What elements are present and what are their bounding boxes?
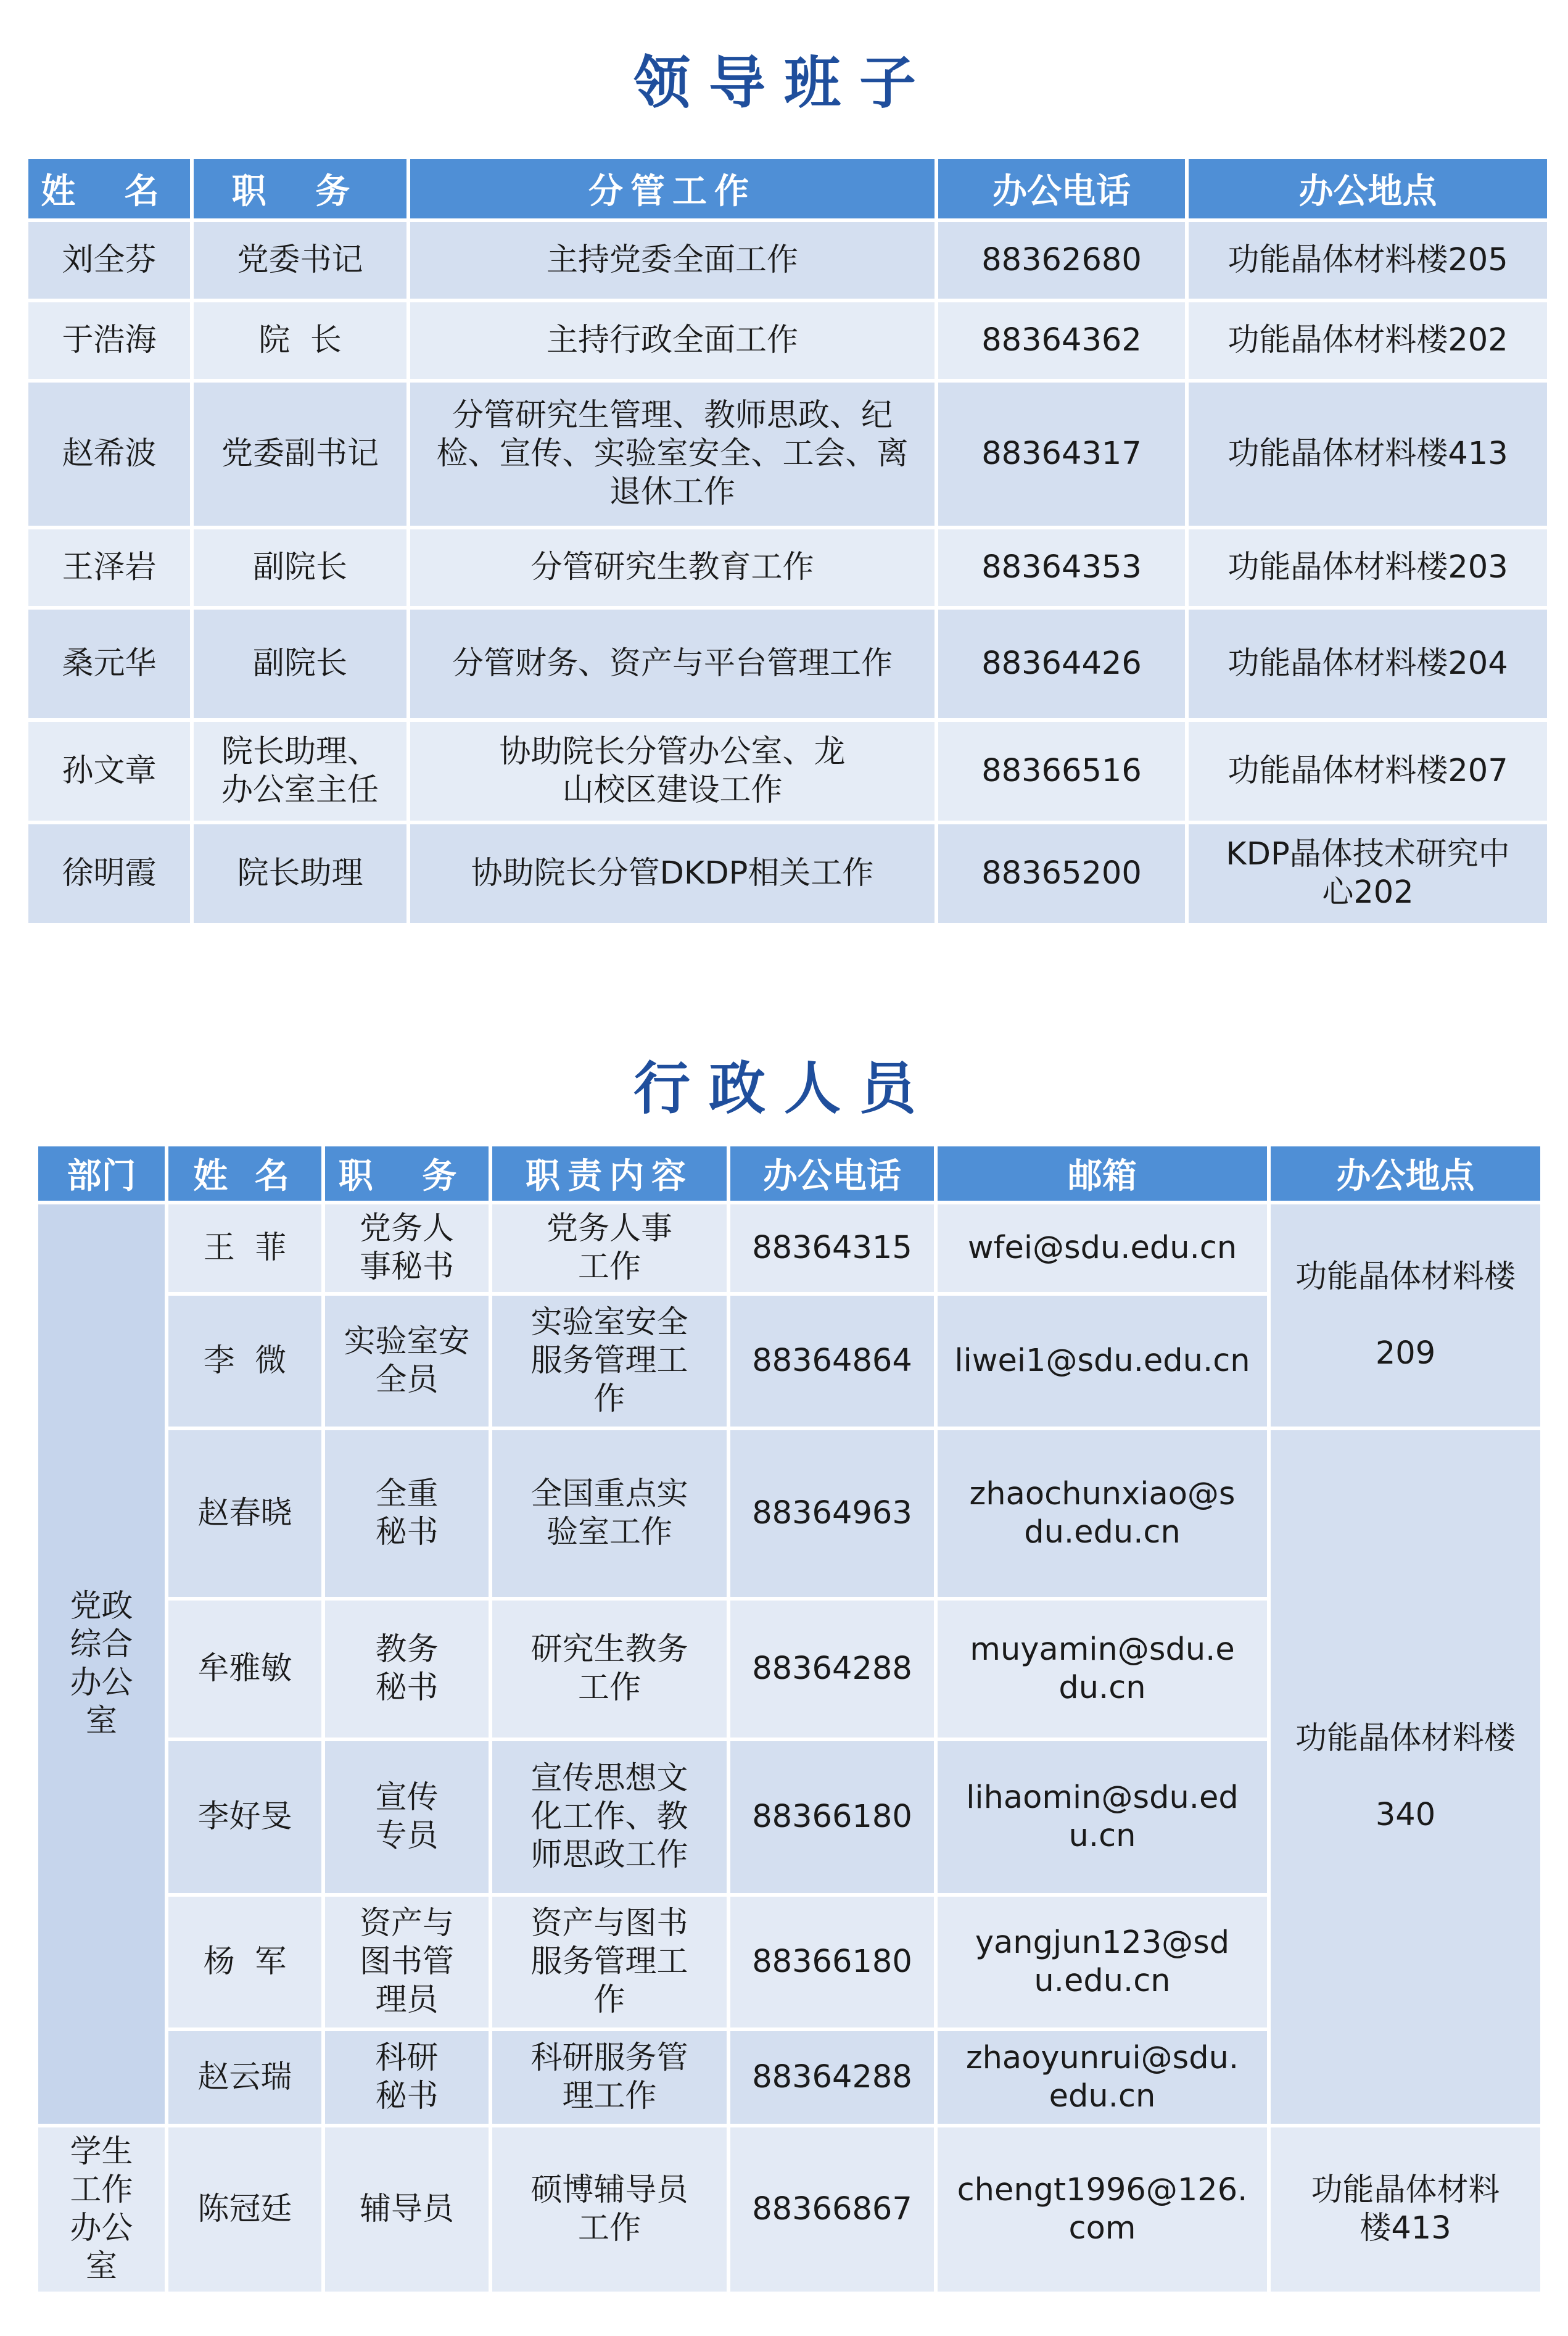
leader-duty: 分管财务、资产与平台管理工作 bbox=[410, 610, 935, 718]
staff-email: lihaomin@sdu.edu.cn bbox=[938, 1741, 1267, 1893]
staff-duty: 研究生教务工作 bbox=[492, 1601, 727, 1738]
staff-phone: 88366180 bbox=[730, 1741, 934, 1893]
staff-phone: 88364315 bbox=[730, 1204, 934, 1292]
leader-duty: 主持党委全面工作 bbox=[410, 222, 935, 299]
table-row bbox=[38, 2127, 1540, 2292]
staff-name: 赵云瑞 bbox=[168, 2031, 321, 2124]
staff-phone: 88364288 bbox=[730, 2031, 934, 2124]
header-duty: 分管工作 bbox=[410, 159, 935, 218]
leader-phone: 88364353 bbox=[938, 529, 1185, 606]
office-cell-b bbox=[1271, 1430, 1540, 2124]
staff-email: wfei@sdu.edu.cn bbox=[938, 1204, 1267, 1292]
leader-office: 功能晶体材料楼204 bbox=[1189, 610, 1547, 718]
staff-role: 科研秘书 bbox=[325, 2031, 489, 2124]
table-row bbox=[28, 824, 1547, 923]
staff-title: 行政人员 bbox=[633, 1056, 935, 1122]
leader-phone: 88364426 bbox=[938, 610, 1185, 718]
leader-office: 功能晶体材料楼205 bbox=[1189, 222, 1547, 299]
staff-duty: 硕博辅导员工作 bbox=[492, 2127, 727, 2292]
leaders-title: 领导班子 bbox=[633, 50, 935, 116]
staff-email: liwei1@sdu.edu.cn bbox=[938, 1296, 1267, 1427]
staff-role: 党务人事秘书 bbox=[325, 1204, 489, 1292]
leader-name: 于浩海 bbox=[28, 302, 190, 379]
leader-name: 王泽岩 bbox=[28, 529, 190, 606]
dept-label: 学生工作办公室 bbox=[70, 2134, 133, 2285]
staff-duty: 资产与图书服务管理工作 bbox=[492, 1897, 727, 2027]
header-role: 职 务 bbox=[194, 159, 406, 218]
leader-duty: 协助院长分管办公室、龙山校区建设工作 bbox=[410, 722, 935, 821]
header-dept: 部门 bbox=[38, 1146, 165, 1201]
leader-duty: 分管研究生教育工作 bbox=[410, 529, 935, 606]
leader-phone: 88364362 bbox=[938, 302, 1185, 379]
leader-role: 院长助理 bbox=[194, 824, 406, 923]
staff-name: 陈冠廷 bbox=[168, 2127, 321, 2292]
header-phone: 办公电话 bbox=[730, 1146, 934, 1201]
leader-role: 副院长 bbox=[194, 610, 406, 718]
office-label: 功能晶体材料楼 bbox=[1295, 1720, 1516, 1757]
staff-name: 李好旻 bbox=[168, 1741, 321, 1893]
header-duty: 职责内容 bbox=[492, 1146, 727, 1201]
header-office: 办公地点 bbox=[1271, 1146, 1540, 1201]
leader-phone: 88364317 bbox=[938, 383, 1185, 526]
staff-duty: 宣传思想文化工作、教师思政工作 bbox=[492, 1741, 727, 1893]
staff-role: 辅导员 bbox=[325, 2127, 489, 2292]
staff-name: 牟雅敏 bbox=[168, 1601, 321, 1738]
leader-office: 功能晶体材料楼413 bbox=[1189, 383, 1547, 526]
header-email: 邮箱 bbox=[938, 1146, 1267, 1201]
staff-name: 李 微 bbox=[168, 1296, 321, 1427]
leader-office: KDP晶体技术研究中心202 bbox=[1189, 824, 1547, 923]
leader-role: 院长助理、办公室主任 bbox=[194, 722, 406, 821]
leader-name: 赵希波 bbox=[28, 383, 190, 526]
office-room: 340 bbox=[1375, 1797, 1436, 1833]
staff-phone: 88364963 bbox=[730, 1430, 934, 1597]
table-row bbox=[28, 529, 1547, 606]
staff-phone: 88364288 bbox=[730, 1601, 934, 1738]
leader-duty: 协助院长分管DKDP相关工作 bbox=[410, 824, 935, 923]
leader-duty: 主持行政全面工作 bbox=[410, 302, 935, 379]
staff-name: 赵春晓 bbox=[168, 1430, 321, 1597]
header-name: 姓 名 bbox=[28, 159, 190, 218]
staff-phone: 88364864 bbox=[730, 1296, 934, 1427]
leader-name: 刘全芬 bbox=[28, 222, 190, 299]
table-row bbox=[28, 383, 1547, 526]
staff-table bbox=[35, 1143, 1544, 2295]
header-office: 办公地点 bbox=[1189, 159, 1547, 218]
leader-name: 桑元华 bbox=[28, 610, 190, 718]
staff-duty: 实验室安全服务管理工作 bbox=[492, 1296, 727, 1427]
leader-name: 徐明霞 bbox=[28, 824, 190, 923]
dept-cell bbox=[38, 1204, 165, 2124]
staff-phone: 88366180 bbox=[730, 1897, 934, 2027]
staff-email: muyamin@sdu.edu.cn bbox=[938, 1601, 1267, 1738]
staff-duty: 科研服务管理工作 bbox=[492, 2031, 727, 2124]
staff-name: 王 菲 bbox=[168, 1204, 321, 1292]
staff-role: 宣传专员 bbox=[325, 1741, 489, 1893]
staff-role: 实验室安全员 bbox=[325, 1296, 489, 1427]
header-role: 职 务 bbox=[325, 1146, 489, 1201]
table-row bbox=[38, 1430, 1540, 1597]
leader-name: 孙文章 bbox=[28, 722, 190, 821]
staff-role: 教务秘书 bbox=[325, 1601, 489, 1738]
header-phone: 办公电话 bbox=[938, 159, 1185, 218]
leader-office: 功能晶体材料楼203 bbox=[1189, 529, 1547, 606]
table-row bbox=[38, 1204, 1540, 1292]
staff-phone: 88366867 bbox=[730, 2127, 934, 2292]
leader-phone: 88365200 bbox=[938, 824, 1185, 923]
dept-label: 党政综合办公室 bbox=[70, 1588, 133, 1739]
office-room: 209 bbox=[1375, 1335, 1436, 1372]
staff-name: 杨 军 bbox=[168, 1897, 321, 2027]
staff-duty: 全国重点实验室工作 bbox=[492, 1430, 727, 1597]
table-row bbox=[28, 302, 1547, 379]
leader-phone: 88366516 bbox=[938, 722, 1185, 821]
leaders-table bbox=[25, 155, 1551, 927]
leader-duty: 分管研究生管理、教师思政、纪检、宣传、实验室安全、工会、离退休工作 bbox=[410, 383, 935, 526]
table-row bbox=[28, 722, 1547, 821]
leader-office: 功能晶体材料楼207 bbox=[1189, 722, 1547, 821]
dept-cell bbox=[38, 2127, 165, 2292]
table-row bbox=[28, 222, 1547, 299]
staff-role: 资产与图书管理员 bbox=[325, 1897, 489, 2027]
office-cell-a bbox=[1271, 1204, 1540, 1427]
staff-email: zhaochunxiao@sdu.edu.cn bbox=[938, 1430, 1267, 1597]
staff-duty: 党务人事工作 bbox=[492, 1204, 727, 1292]
leader-role: 党委书记 bbox=[194, 222, 406, 299]
leader-role: 副院长 bbox=[194, 529, 406, 606]
leader-role: 党委副书记 bbox=[194, 383, 406, 526]
leader-phone: 88362680 bbox=[938, 222, 1185, 299]
office-cell-c: 功能晶体材料楼413 bbox=[1271, 2127, 1540, 2292]
staff-email: zhaoyunrui@sdu.edu.cn bbox=[938, 2031, 1267, 2124]
leader-office: 功能晶体材料楼202 bbox=[1189, 302, 1547, 379]
staff-role: 全重秘书 bbox=[325, 1430, 489, 1597]
staff-email: yangjun123@sdu.edu.cn bbox=[938, 1897, 1267, 2027]
leader-role: 院 长 bbox=[194, 302, 406, 379]
staff-email: chengt1996@126.com bbox=[938, 2127, 1267, 2292]
header-name: 姓 名 bbox=[168, 1146, 321, 1201]
table-row bbox=[28, 610, 1547, 718]
office-label: 功能晶体材料楼 bbox=[1295, 1259, 1516, 1295]
